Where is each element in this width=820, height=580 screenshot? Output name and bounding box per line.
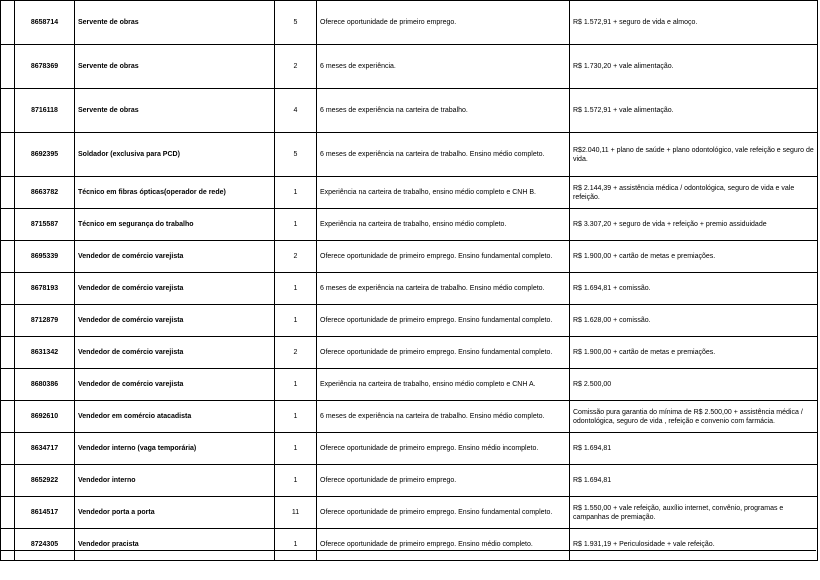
job-title: Soldador (exclusiva para PCD) bbox=[75, 133, 275, 177]
requirements: Experiência na carteira de trabalho, ensino médio completo e CNH B. bbox=[317, 177, 570, 209]
vacancy-count: 1 bbox=[275, 273, 317, 305]
vacancy-code: 8663782 bbox=[15, 177, 75, 209]
table-row bbox=[1, 273, 818, 305]
job-title: Vendedor de comércio varejista bbox=[75, 241, 275, 273]
job-title: Vendedor de comércio varejista bbox=[75, 273, 275, 305]
salary-benefits: R$ 2.144,39 + assistência médica / odontológica, seguro de vida e vale refeição. bbox=[570, 177, 818, 209]
row-lead-cell bbox=[1, 241, 15, 273]
row-lead-cell bbox=[1, 45, 15, 89]
requirements: Oferece oportunidade de primeiro emprego. Ensino fundamental completo. bbox=[317, 241, 570, 273]
vacancy-count: 5 bbox=[275, 1, 317, 45]
requirements: 6 meses de experiência na carteira de trabalho. Ensino médio completo. bbox=[317, 401, 570, 433]
requirements: 6 meses de experiência. bbox=[317, 45, 570, 89]
row-lead-cell bbox=[1, 369, 15, 401]
requirements: Oferece oportunidade de primeiro emprego. Ensino fundamental completo. bbox=[317, 337, 570, 369]
job-title: Servente de obras bbox=[75, 1, 275, 45]
table-row bbox=[1, 1, 818, 45]
table-row bbox=[1, 337, 818, 369]
table-row bbox=[1, 209, 818, 241]
vacancy-code: 8634717 bbox=[15, 433, 75, 465]
salary-benefits: R$ 1.628,00 + comissão. bbox=[570, 305, 818, 337]
job-title: Vendedor em comércio atacadista bbox=[75, 401, 275, 433]
job-title: Vendedor de comércio varejista bbox=[75, 369, 275, 401]
vacancy-count: 1 bbox=[275, 209, 317, 241]
table-row bbox=[1, 465, 818, 497]
vacancy-code: 8631342 bbox=[15, 337, 75, 369]
table-row bbox=[1, 241, 818, 273]
vacancy-code: 8652922 bbox=[15, 465, 75, 497]
table-body bbox=[1, 1, 818, 561]
vacancy-count: 2 bbox=[275, 241, 317, 273]
table-row bbox=[1, 369, 818, 401]
salary-benefits: R$ 3.307,20 + seguro de vida + refeição + premio assiduidade bbox=[570, 209, 818, 241]
requirements: Oferece oportunidade de primeiro emprego. Ensino médio incompleto. bbox=[317, 433, 570, 465]
requirements: 6 meses de experiência na carteira de trabalho. bbox=[317, 89, 570, 133]
requirements: 6 meses de experiência na carteira de trabalho. Ensino médio completo. bbox=[317, 273, 570, 305]
vacancy-count: 1 bbox=[275, 401, 317, 433]
salary-benefits: R$ 1.730,20 + vale alimentação. bbox=[570, 45, 818, 89]
row-lead-cell bbox=[1, 337, 15, 369]
vacancy-count: 2 bbox=[275, 45, 317, 89]
salary-benefits: R$ 1.694,81 bbox=[570, 433, 818, 465]
vacancy-code: 8678193 bbox=[15, 273, 75, 305]
requirements: Oferece oportunidade de primeiro emprego. Ensino fundamental completo. bbox=[317, 305, 570, 337]
salary-benefits: R$ 1.900,00 + cartão de metas e premiações. bbox=[570, 241, 818, 273]
vacancy-code: 8695339 bbox=[15, 241, 75, 273]
vacancy-code: 8614517 bbox=[15, 497, 75, 529]
table-row bbox=[1, 529, 818, 561]
table-row bbox=[1, 45, 818, 89]
table-row bbox=[1, 305, 818, 337]
row-lead-cell bbox=[1, 465, 15, 497]
table-row bbox=[1, 401, 818, 433]
job-title: Vendedor de comércio varejista bbox=[75, 337, 275, 369]
table-row bbox=[1, 433, 818, 465]
salary-benefits: R$ 1.694,81 bbox=[570, 465, 818, 497]
row-lead-cell bbox=[1, 133, 15, 177]
vacancy-count: 1 bbox=[275, 465, 317, 497]
requirements: Experiência na carteira de trabalho, ensino médio completo. bbox=[317, 209, 570, 241]
vacancy-count: 2 bbox=[275, 337, 317, 369]
job-title: Técnico em segurança do trabalho bbox=[75, 209, 275, 241]
salary-benefits: R$ 1.572,91 + vale alimentação. bbox=[570, 89, 818, 133]
table-row bbox=[1, 89, 818, 133]
job-title: Vendedor pracista bbox=[75, 529, 275, 561]
requirements: Oferece oportunidade de primeiro emprego. Ensino médio completo. bbox=[317, 529, 570, 561]
vacancy-count: 1 bbox=[275, 433, 317, 465]
row-lead-cell bbox=[1, 497, 15, 529]
row-lead-cell bbox=[1, 305, 15, 337]
job-title: Servente de obras bbox=[75, 89, 275, 133]
vacancy-count: 5 bbox=[275, 133, 317, 177]
salary-benefits: R$ 1.550,00 + vale refeição, auxílio internet, convênio, programas e campanhas de premiação. bbox=[570, 497, 818, 529]
table-row bbox=[1, 133, 818, 177]
vacancy-count: 1 bbox=[275, 177, 317, 209]
row-lead-cell bbox=[1, 433, 15, 465]
row-lead-cell bbox=[1, 529, 15, 561]
salary-benefits: R$ 1.694,81 + comissão. bbox=[570, 273, 818, 305]
vacancy-count: 1 bbox=[275, 369, 317, 401]
vacancy-code: 8716118 bbox=[15, 89, 75, 133]
row-lead-cell bbox=[1, 401, 15, 433]
job-title: Vendedor interno bbox=[75, 465, 275, 497]
vacancy-code: 8712879 bbox=[15, 305, 75, 337]
vacancy-code: 8658714 bbox=[15, 1, 75, 45]
vacancy-code: 8680386 bbox=[15, 369, 75, 401]
salary-benefits: R$ 1.931,19 + Periculosidade + vale refeição. bbox=[570, 529, 818, 561]
salary-benefits: R$ 2.500,00 bbox=[570, 369, 818, 401]
table-row bbox=[1, 177, 818, 209]
vacancy-count: 1 bbox=[275, 529, 317, 561]
job-title: Vendedor porta a porta bbox=[75, 497, 275, 529]
row-lead-cell bbox=[1, 273, 15, 305]
requirements: Oferece oportunidade de primeiro emprego. bbox=[317, 465, 570, 497]
row-lead-cell bbox=[1, 209, 15, 241]
vacancy-count: 1 bbox=[275, 305, 317, 337]
vacancy-code: 8724305 bbox=[15, 529, 75, 561]
job-title: Técnico em fibras ópticas(operador de rede) bbox=[75, 177, 275, 209]
requirements: 6 meses de experiência na carteira de trabalho. Ensino médio completo. bbox=[317, 133, 570, 177]
row-lead-cell bbox=[1, 177, 15, 209]
row-lead-cell bbox=[1, 89, 15, 133]
table-row bbox=[1, 497, 818, 529]
vacancy-count: 4 bbox=[275, 89, 317, 133]
requirements: Experiência na carteira de trabalho, ensino médio completo e CNH A. bbox=[317, 369, 570, 401]
vacancy-code: 8715587 bbox=[15, 209, 75, 241]
salary-benefits: R$2.040,11 + plano de saúde + plano odontológico, vale refeição e seguro de vida. bbox=[570, 133, 818, 177]
salary-benefits: R$ 1.900,00 + cartão de metas e premiações. bbox=[570, 337, 818, 369]
job-title: Vendedor interno (vaga temporária) bbox=[75, 433, 275, 465]
requirements: Oferece oportunidade de primeiro emprego. Ensino fundamental completo. bbox=[317, 497, 570, 529]
requirements: Oferece oportunidade de primeiro emprego. bbox=[317, 1, 570, 45]
row-lead-cell bbox=[1, 1, 15, 45]
table-bottom-border bbox=[0, 550, 816, 551]
salary-benefits: R$ 1.572,91 + seguro de vida e almoço. bbox=[570, 1, 818, 45]
vacancy-count: 11 bbox=[275, 497, 317, 529]
vacancy-code: 8678369 bbox=[15, 45, 75, 89]
salary-benefits: Comissão pura garantia do mínima de R$ 2.500,00 + assistência médica / odontológica, seguro de vida , refeição e convenio com farmácia. bbox=[570, 401, 818, 433]
job-title: Vendedor de comércio varejista bbox=[75, 305, 275, 337]
job-title: Servente de obras bbox=[75, 45, 275, 89]
vacancy-code: 8692610 bbox=[15, 401, 75, 433]
vacancy-code: 8692395 bbox=[15, 133, 75, 177]
